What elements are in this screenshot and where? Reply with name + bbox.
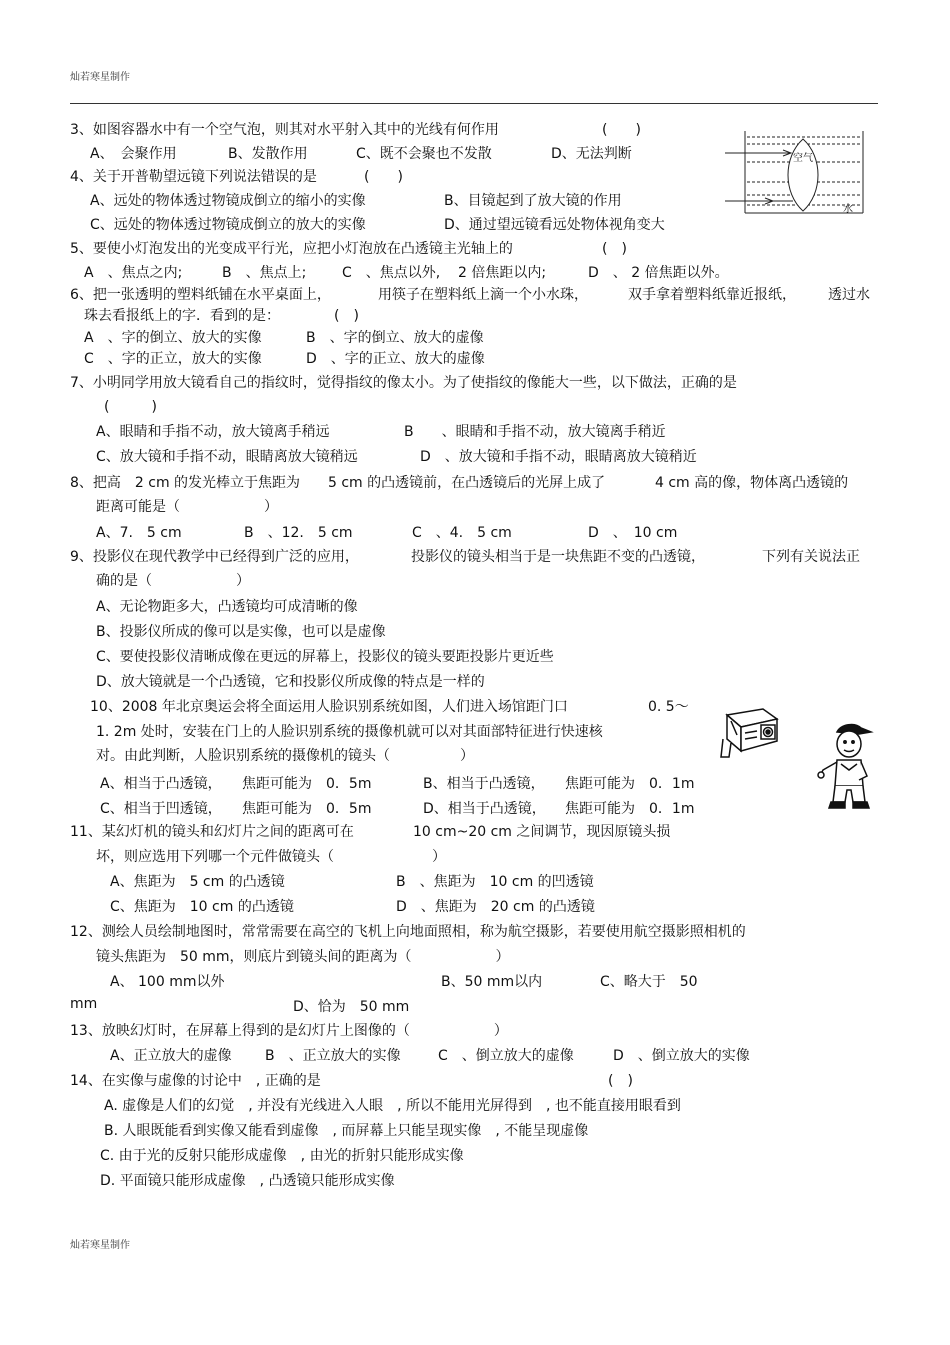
q6-stem-part4: 透过水	[828, 287, 870, 303]
header-rule	[70, 103, 878, 104]
q3-paren: ( )	[602, 122, 641, 138]
person-figure	[815, 720, 877, 815]
q13-option-a: A、正立放大的虚像	[110, 1048, 232, 1064]
q14-option-c: C. 由于光的反射只能形成虚像 , 由光的折射只能形成实像	[100, 1148, 464, 1164]
q6-paren: ( )	[334, 308, 359, 324]
q4-option-b: B、目镜起到了放大镜的作用	[444, 193, 622, 209]
q3-option-d: D、无法判断	[551, 146, 632, 162]
q12-option-a: A、 100 mm以外	[110, 974, 225, 990]
q13-option-d: D 、倒立放大的实像	[613, 1048, 750, 1064]
q11-option-a: A、焦距为 5 cm 的凸透镜	[110, 874, 285, 890]
q12-option-c: C、略大于 50	[600, 974, 698, 990]
q12-option-c-cont: mm	[70, 996, 98, 1012]
q6-stem-part1: 6、把一张透明的塑料纸铺在水平桌面上，	[70, 287, 331, 303]
q8-option-a: A、7. 5 cm	[96, 525, 182, 541]
q11-stem-part2: 10 cm~20 cm 之间调节，现因原镜头损	[413, 824, 671, 840]
q8-stem-part1: 8、把高 2 cm 的发光棒立于焦距为	[70, 475, 301, 491]
q6-option-b: B 、字的倒立、放大的虚像	[306, 330, 484, 346]
q3-option-c: C、既不会聚也不发散	[356, 146, 492, 162]
q12-option-b: B、50 mm以内	[441, 974, 543, 990]
water-label: 水	[843, 204, 853, 215]
q4-stem: 4、关于开普勒望远镜下列说法错误的是	[70, 169, 317, 185]
q5-option-c: C 、焦点以外,	[342, 265, 441, 281]
q6-option-a: A 、字的倒立、放大的实像	[84, 330, 262, 346]
q14-option-a: A. 虚像是人们的幻觉 , 并没有光线进入人眼 , 所以不能用光屏得到 , 也不能直接用眼看到	[104, 1098, 681, 1114]
q9-option-c: C、要使投影仪清晰成像在更远的屏幕上，投影仪的镜头要距投影片更近些	[96, 649, 554, 665]
q8-option-b: B 、12. 5 cm	[244, 525, 353, 541]
q4-paren: ( )	[364, 169, 403, 185]
q11-stem-part1: 11、某幻灯机的镜头和幻灯片之间的距离可在	[70, 824, 354, 840]
q9-option-d: D、放大镜就是一个凸透镜，它和投影仪所成像的特点是一样的	[96, 674, 485, 690]
q10-option-d-focal: 焦距可能为 0．1m	[565, 801, 695, 817]
q5-stem: 5、要使小灯泡发出的光变成平行光，应把小灯泡放在凸透镜主光轴上的	[70, 241, 513, 257]
q12-option-d: D、恰为 50 mm	[293, 999, 410, 1015]
q10-stem-line3: 对。由此判断，人脸识别系统的摄像机的镜头（ ）	[96, 748, 474, 764]
q10-stem-line2: 1. 2m 处时，安装在门上的人脸识别系统的摄像机就可以对其面部特征进行快速核	[96, 724, 603, 740]
q3-stem: 3、如图容器水中有一个空气泡，则其对水平射入其中的光线有何作用	[70, 122, 499, 138]
q8-option-d: D 、 10 cm	[588, 525, 678, 541]
q4-option-c: C、远处的物体透过物镜成倒立的放大的实像	[90, 217, 366, 233]
page-header: 灿若寒星制作	[70, 72, 130, 83]
q9-stem-part1: 9、投影仪在现代教学中已经得到广泛的应用，	[70, 549, 359, 565]
q11-stem-line2: 坏，则应选用下列哪一个元件做镜头（ ）	[96, 849, 446, 865]
q10-option-b-focal: 焦距可能为 0．1m	[565, 776, 695, 792]
q5-option-d: D 、 2 倍焦距以外。	[588, 265, 729, 281]
q13-option-b: B 、正立放大的实像	[265, 1048, 401, 1064]
q6-stem-part2: 用筷子在塑料纸上滴一个小水珠，	[378, 287, 588, 303]
q10-option-b: B、相当于凸透镜，	[423, 776, 545, 792]
q12-stem-line2: 镜头焦距为 50 mm，则底片到镜头间的距离为（ ）	[96, 949, 510, 965]
q14-paren: ( )	[608, 1073, 633, 1089]
water-container-figure	[725, 127, 870, 222]
q9-option-b: B、投影仪所成的像可以是实像，也可以是虚像	[96, 624, 386, 640]
q6-stem-part3: 双手拿着塑料纸靠近报纸，	[628, 287, 796, 303]
q10-stem-part1: 10、2008 年北京奥运会将全面运用人脸识别系统如图，人们进入场馆距门口	[90, 699, 568, 715]
q11-option-b: B 、焦距为 10 cm 的凹透镜	[396, 874, 594, 890]
q9-stem-part2: 投影仪的镜头相当于是一块焦距不变的凸透镜，	[411, 549, 705, 565]
q9-stem-line2: 确的是（ ）	[96, 573, 250, 589]
q3-option-a: A、 会聚作用	[90, 146, 177, 162]
q5-option-a: A 、焦点之内;	[84, 265, 183, 281]
q8-option-c: C 、4. 5 cm	[412, 525, 512, 541]
air-label: 空气	[793, 153, 813, 164]
q9-option-a: A、无论物距多大，凸透镜均可成清晰的像	[96, 599, 358, 615]
q7-option-b: B 、眼睛和手指不动，放大镜离手稍近	[404, 424, 666, 440]
q7-paren: ( )	[104, 399, 157, 415]
q5-option-b: B 、焦点上;	[222, 265, 307, 281]
q10-option-d: D、相当于凸透镜，	[423, 801, 546, 817]
q10-option-c-focal: 焦距可能为 0．5m	[242, 801, 372, 817]
q8-stem-part2: 5 cm 的凸透镜前，在凸透镜后的光屏上成了	[328, 475, 606, 491]
q10-option-a-focal: 焦距可能为 0．5m	[242, 776, 372, 792]
q12-stem: 12、测绘人员绘制地图时，常常需要在高空的飞机上向地面照相，称为航空摄影，若要使用航空摄影照相机的	[70, 924, 746, 940]
q10-option-a: A、相当于凸透镜，	[100, 776, 222, 792]
q4-option-d: D、通过望远镜看远处物体视角变大	[444, 217, 665, 233]
q6-stem-line2: 珠去看报纸上的字．看到的是：	[84, 308, 280, 324]
q10-option-c: C、相当于凹透镜，	[100, 801, 222, 817]
q7-option-c: C、放大镜和手指不动，眼睛离放大镜稍远	[96, 449, 358, 465]
q7-option-d: D 、放大镜和手指不动，眼睛离放大镜稍近	[420, 449, 697, 465]
q9-stem-part3: 下列有关说法正	[762, 549, 860, 565]
q8-stem-part3: 4 cm 高的像，物体离凸透镜的	[655, 475, 849, 491]
q7-option-a: A、眼睛和手指不动，放大镜离手稍远	[96, 424, 330, 440]
q13-stem: 13、放映幻灯时，在屏幕上得到的是幻灯片上图像的（ ）	[70, 1023, 508, 1039]
q3-option-b: B、发散作用	[228, 146, 308, 162]
q8-stem-line2: 距离可能是（ ）	[96, 499, 278, 515]
q7-stem: 7、小明同学用放大镜看自己的指纹时，觉得指纹的像太小。为了使指纹的像能大一些，以下做法，正确的是	[70, 375, 737, 391]
page-footer: 灿若寒星制作	[70, 1240, 130, 1251]
q5-option-c-cont: 2 倍焦距以内;	[458, 265, 547, 281]
q14-option-b: B. 人眼既能看到实像又能看到虚像 , 而屏幕上只能呈现实像 , 不能呈现虚像	[104, 1123, 589, 1139]
q10-stem-part2: 0. 5～	[648, 699, 689, 715]
q13-option-c: C 、倒立放大的虚像	[438, 1048, 574, 1064]
q6-option-d: D 、字的正立、放大的虚像	[306, 351, 485, 367]
camera-figure	[715, 705, 785, 765]
q4-option-a: A、远处的物体透过物镜成倒立的缩小的实像	[90, 193, 366, 209]
q14-stem: 14、在实像与虚像的讨论中 , 正确的是	[70, 1073, 321, 1089]
q14-option-d: D. 平面镜只能形成虚像 , 凸透镜只能形成实像	[100, 1173, 395, 1189]
q11-option-c: C、焦距为 10 cm 的凸透镜	[110, 899, 294, 915]
q11-option-d: D 、焦距为 20 cm 的凸透镜	[396, 899, 595, 915]
q5-paren: ( )	[602, 241, 627, 257]
q6-option-c: C 、字的正立，放大的实像	[84, 351, 262, 367]
